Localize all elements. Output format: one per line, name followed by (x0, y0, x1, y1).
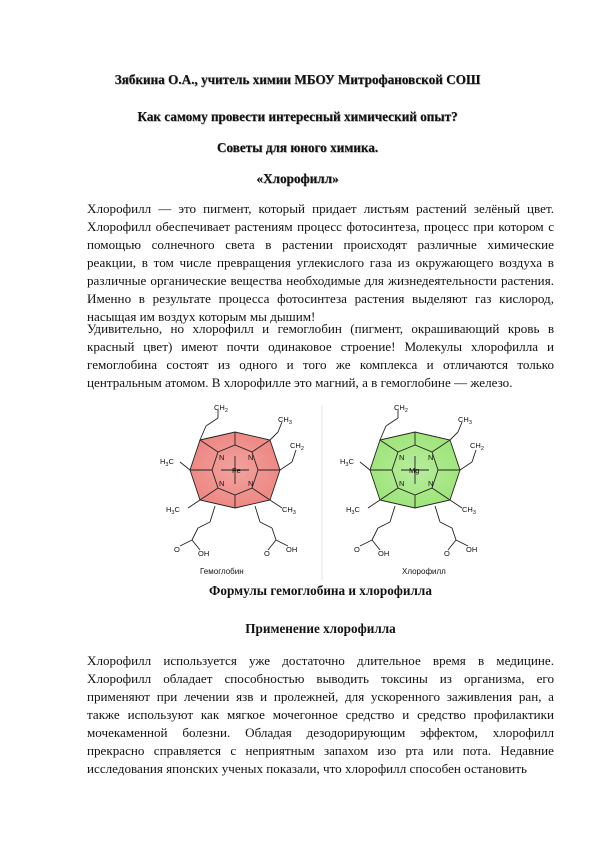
hemoglobin-n4: N (219, 453, 225, 462)
topic-title: «Хлорофилл» (256, 171, 339, 186)
chlorophyll-metal-label: Mg (409, 466, 420, 475)
hemoglobin-methyl-top: $CH_3$ (278, 415, 292, 426)
chlorophyll-n1: N (428, 453, 434, 462)
hemoglobin-oh-right: OH (286, 545, 298, 554)
hemoglobin-o-right: O (264, 549, 270, 558)
hemoglobin-molecule (160, 403, 304, 576)
chlorophyll-o-right: O (444, 549, 450, 558)
chlorophyll-n2: N (399, 479, 405, 488)
porphyrin-diagram (140, 400, 500, 585)
hemoglobin-vinyl-top: $CH_2$ (214, 403, 228, 414)
chlorophyll-molecule (340, 403, 484, 576)
hemoglobin-vinyl-right: $CH_2$ (290, 441, 304, 452)
chlorophyll-methyl-bottom-left: $H_3C$ (346, 505, 360, 516)
hemoglobin-metal-label: Fe (232, 466, 241, 475)
chlorophyll-methyl-top: $CH_3$ (458, 415, 472, 426)
advice-title: Советы для юного химика. (216, 140, 379, 155)
hemoglobin-methyl-bottom-right: $CH_3$ (282, 505, 296, 516)
hemoglobin-o-left: O (174, 545, 180, 554)
author-line: Зябкина О.А., учитель химии МБОУ Митрофановской СОШ (114, 72, 481, 87)
hemoglobin-n3: N (248, 479, 254, 488)
question-title: Как самому провести интересный химический опыт? (137, 109, 458, 124)
chlorophyll-methyl-left: $H_3C$ (340, 457, 354, 468)
chlorophyll-n4: N (399, 453, 405, 462)
chlorophyll-label: Хлорофилл (402, 567, 446, 576)
hemoglobin-label: Гемоглобин (200, 567, 244, 576)
chlorophyll-vinyl-right: $CH_2$ (470, 441, 484, 452)
intro-paragraph: Хлорофилл — это пигмент, который придает листьям растений зелёный цвет. Хлорофилл обеспечивает растениям процесс фотосинтеза, процесс при котором с помощью солнечного света в растении происходят различные химические реакции, в том числе превращения углекислого газа из окружающего воздуха в различные органические вещества необходимые для жизнедеятельности растения. Именно в результате процесса фотосинтеза растения выделяют газ кислород, насыщая им воздух которым мы дышим! (87, 201, 554, 324)
hemoglobin-n2: N (219, 479, 225, 488)
hemoglobin-oh-left: OH (198, 549, 210, 558)
chlorophyll-n3: N (428, 479, 434, 488)
hemoglobin-methyl-left: $H_3C$ (160, 457, 174, 468)
chlorophyll-o-left: O (354, 545, 360, 554)
chlorophyll-methyl-bottom-right: $CH_3$ (462, 505, 476, 516)
chlorophyll-vinyl-top: $CH_2$ (394, 403, 408, 414)
hemoglobin-methyl-bottom-left: $H_3C$ (166, 505, 180, 516)
porphyrin-figure (140, 400, 500, 585)
section-title: Применение хлорофилла (245, 621, 396, 636)
comparison-paragraph: Удивительно, но хлорофилл и гемоглобин (пигмент, окрашивающий кровь в красный цвет) имеют почти одинаковое строение! Молекулы хлорофилла и гемоглобина состоят из одного и того же комплекса и отличаются только центральным атомом. В хлорофилле это магний, а в гемоглобине — железо. (87, 321, 554, 390)
chlorophyll-oh-left: OH (378, 549, 390, 558)
chlorophyll-oh-right: OH (466, 545, 478, 554)
figure-caption: Формулы гемоглобина и хлорофилла (209, 583, 432, 598)
application-paragraph: Хлорофилл используется уже достаточно длительное время в медицине. Хлорофилл обладает способностью выводить токсины из организма, его применяют при лечении язв и пролежней, для ускоренного заживления ран, а также используют как мягкое мочегонное средство и средство профилактики мочекаменной болезни. Обладая дезодорирующим эффектом, хлорофилл прекрасно справляется с неприятным запахом изо рта или пота. Недавние исследования японских ученых показали, что хлорофилл способен остановить (87, 653, 554, 776)
hemoglobin-n1: N (248, 453, 254, 462)
